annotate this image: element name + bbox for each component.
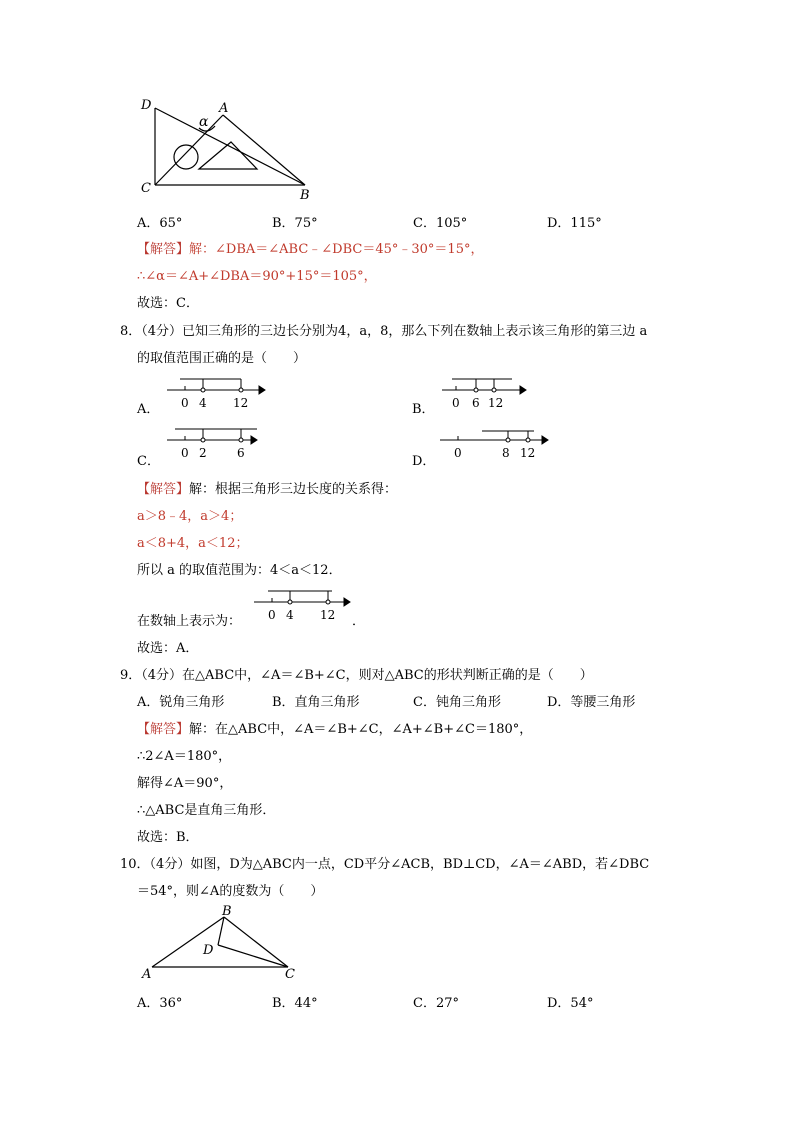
q7-pick: 故选：C．	[137, 296, 199, 311]
q8-answer-tag: 【解答】	[137, 482, 190, 497]
q8-c-tick-0: 0	[181, 446, 189, 460]
q8-sol4: 所以 a 的取值范围为：4＜a＜12．	[137, 563, 342, 578]
q9-pick: 故选：B．	[137, 830, 199, 845]
q7-sol1: 解：∠DBA＝∠ABC﹣∠DBC＝45°﹣30°＝15°，	[189, 242, 484, 257]
q8-option-b-numberline	[440, 374, 550, 414]
q9-stem: 9．（4分）在△ABC中，∠A＝∠B+∠C，则对△ABC的形状判断正确的是（ ）	[120, 668, 593, 683]
q7-label-D: D	[141, 98, 152, 113]
q10-line-BC	[224, 917, 288, 967]
q8-solution-numberline	[252, 586, 362, 626]
q8-solution-line1	[137, 478, 397, 497]
q8-option-d-numberline	[438, 424, 558, 464]
q8-sol2: a＞8﹣4，a＞4；	[137, 509, 243, 524]
q10-option-b: B．44°	[272, 996, 318, 1011]
q8-sol3: a＜8+4，a＜12；	[137, 536, 249, 551]
q7-answer-tag: 【解答】	[137, 242, 190, 257]
q7-solution-line1	[137, 238, 483, 257]
q9-solution-line1	[137, 718, 532, 737]
q10-stem-line1: 10．（4分）如图，D为△ABC内一点，CD平分∠ACB，BD⊥CD，∠A＝∠ABD，若∠DBC	[120, 857, 650, 872]
q9-option-b: B．直角三角形	[272, 695, 360, 710]
q10-option-a: A．36°	[137, 996, 183, 1011]
q7-circle	[174, 145, 198, 169]
q8-option-c-label: C．	[137, 454, 160, 469]
q9-option-d: D．等腰三角形	[547, 695, 636, 710]
q8-option-b-label: B．	[412, 402, 435, 417]
q8-d-tick-8: 8	[502, 446, 510, 460]
q9-answer-tag: 【解答】	[137, 722, 190, 737]
q10-line-AB	[152, 917, 224, 967]
q8-c-tick-2: 2	[199, 446, 207, 460]
q7-label-alpha: α	[199, 114, 209, 130]
q9-option-c: C．钝角三角形	[413, 695, 501, 710]
q9-sol2: ∴2∠A＝180°，	[137, 749, 232, 764]
q10-option-c: C．27°	[413, 996, 459, 1011]
q8-option-d-label: D．	[412, 454, 436, 469]
q8-sol5: 在数轴上表示为：	[137, 614, 242, 629]
q8-stem-line2: 的取值范围正确的是（ ）	[137, 351, 307, 366]
q7-line-AB	[223, 115, 305, 185]
q9-sol4: ∴△ABC是直角三角形．	[137, 803, 276, 818]
q7-label-A: A	[219, 101, 229, 116]
q7-line-DB	[155, 108, 305, 185]
q7-sol2: ∴∠α＝∠A+∠DBA＝90°+15°＝105°，	[137, 269, 377, 284]
q9-sol1: 解：在△ABC中，∠A＝∠B+∠C，∠A+∠B+∠C＝180°，	[189, 722, 533, 737]
q7-label-B: B	[300, 188, 310, 203]
q8-sol-tick-12: 12	[320, 608, 336, 622]
q8-a-tick-12: 12	[233, 396, 249, 410]
q8-option-c-numberline	[165, 424, 275, 464]
q10-label-B: B	[222, 904, 232, 919]
q8-sol1: 解：根据三角形三边长度的关系得：	[189, 482, 398, 497]
q10-stem-line2: ＝54°，则∠A的度数为（ ）	[137, 884, 324, 899]
q7-triangle-figure	[135, 95, 325, 205]
q8-sol5-end: ．	[352, 614, 366, 629]
q8-b-tick-12: 12	[488, 396, 504, 410]
q7-option-d: D．115°	[547, 216, 602, 231]
q9-sol3: 解得∠A＝90°，	[137, 776, 233, 791]
q8-b-tick-6: 6	[472, 396, 480, 410]
q10-option-d: D．54°	[547, 996, 594, 1011]
q8-sol-tick-4: 4	[286, 608, 294, 622]
q9-option-a: A．锐角三角形	[137, 695, 225, 710]
q8-option-a-label: A．	[137, 402, 160, 417]
q8-option-a-numberline	[165, 374, 275, 414]
q8-d-tick-12: 12	[520, 446, 536, 460]
q8-stem-line1: 8．（4分）已知三角形的三边长分别为4，a，8，那么下列在数轴上表示该三角形的第三边 a	[120, 324, 648, 339]
q8-b-tick-0: 0	[452, 396, 460, 410]
q10-line-DC	[218, 945, 288, 967]
q10-label-A: A	[142, 967, 152, 982]
q8-a-tick-4: 4	[199, 396, 207, 410]
q8-c-tick-6: 6	[237, 446, 245, 460]
q8-sol-tick-0: 0	[268, 608, 276, 622]
q8-d-tick-0: 0	[454, 446, 462, 460]
q10-triangle-figure	[140, 905, 305, 985]
q10-label-C: C	[285, 967, 295, 982]
q7-option-c: C．105°	[413, 216, 468, 231]
q7-label-C: C	[141, 181, 151, 196]
q7-option-b: B．75°	[272, 216, 318, 231]
q10-label-D: D	[203, 943, 214, 958]
q7-option-a: A．65°	[137, 216, 183, 231]
q8-pick: 故选：A．	[137, 641, 199, 656]
q8-a-tick-0: 0	[181, 396, 189, 410]
